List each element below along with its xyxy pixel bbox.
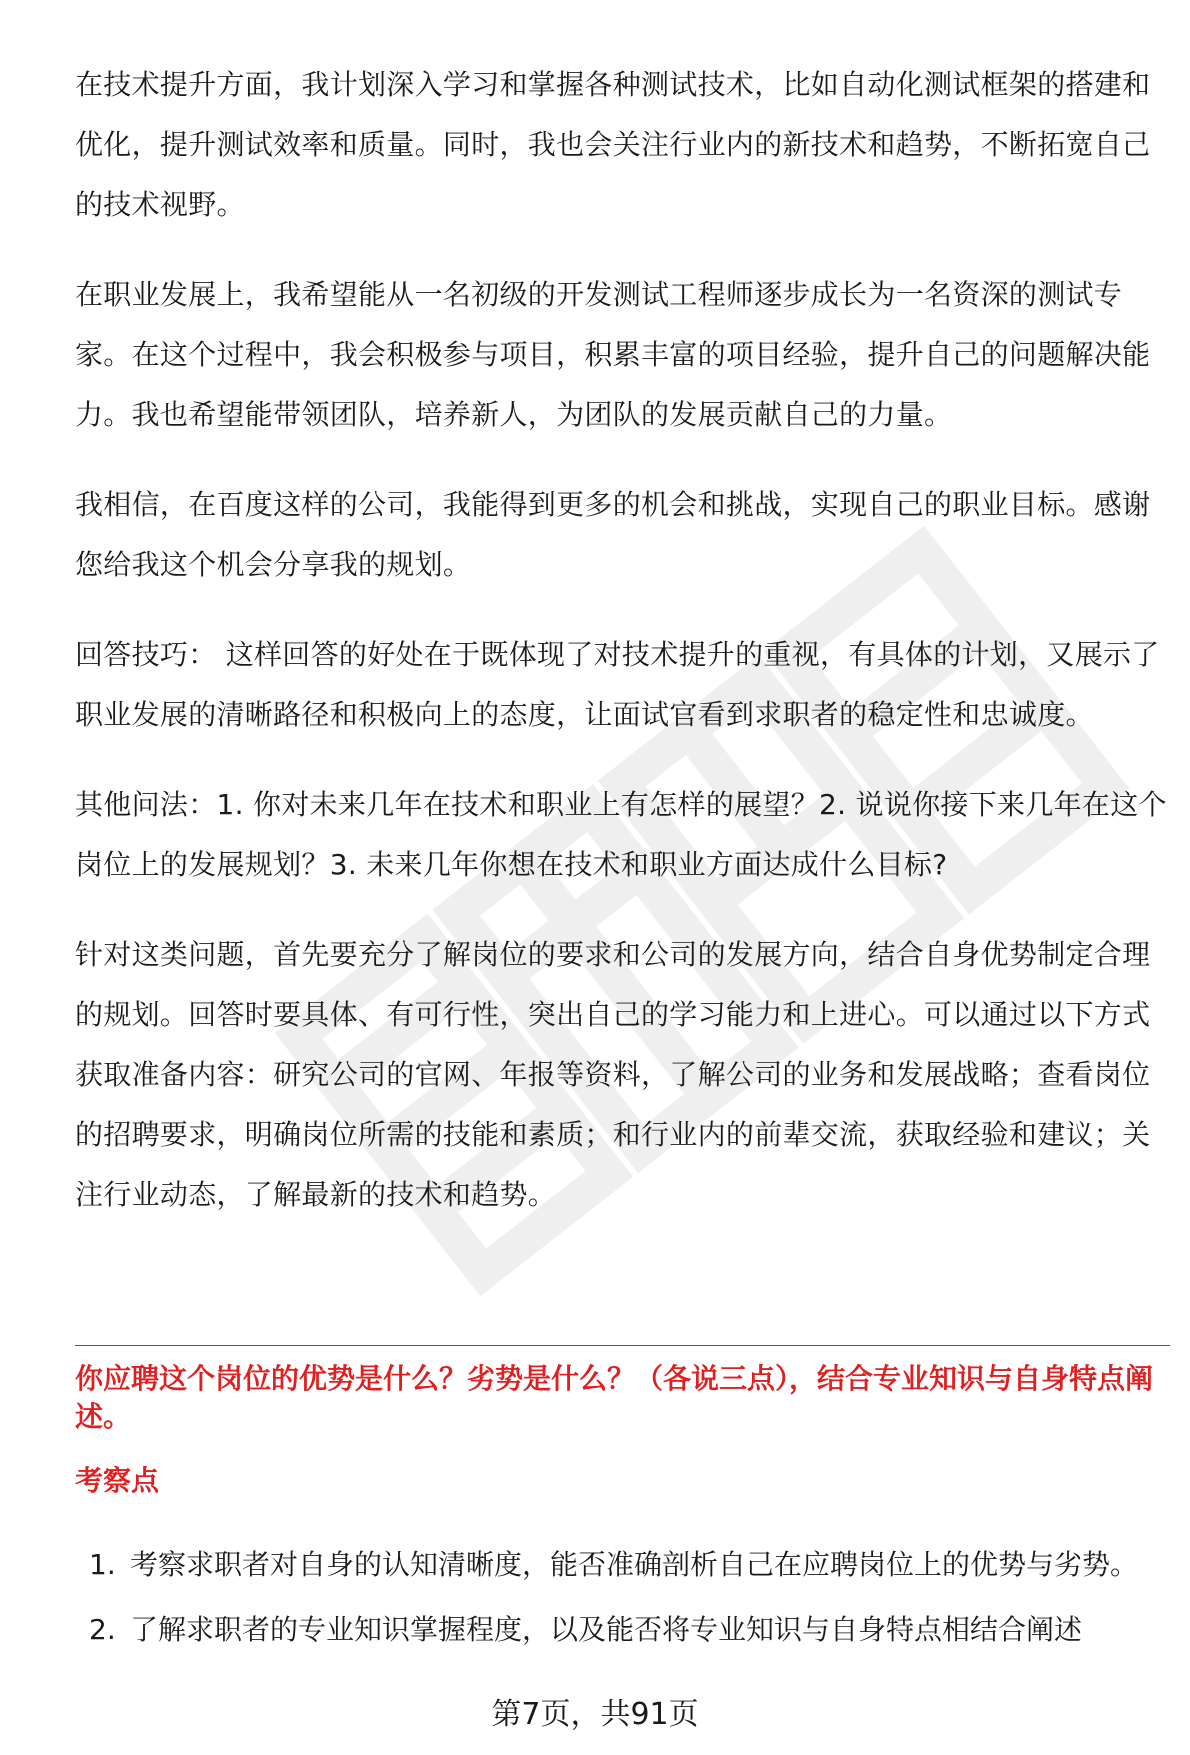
paragraph-preparation-advice: 针对这类问题，首先要充分了解岗位的要求和公司的发展方向，结合自身优势制定合理的规划。回答时要具体、有可行性，突出自己的学习能力和上进心。可以通过以下方式获取准备内容：研究公司的官网、年报等资料，了解公司的业务和发展战略；查看岗位的招聘要求，明确岗位所需的技能和素质；和行业内的前辈交流，获取经验和建议；关注行业动态，了解最新的技术和趋势。	[75, 938, 1151, 1211]
list-item	[75, 1600, 1170, 1660]
document-body	[75, 55, 1170, 1255]
question-heading: 你应聘这个岗位的优势是什么？劣势是什么？（各说三点），结合专业知识与自身特点阐述。	[75, 1362, 1154, 1433]
paragraph-closing: 我相信，在百度这样的公司，我能得到更多的机会和挑战，实现自己的职业目标。感谢您给我这个机会分享我的规划。	[75, 488, 1151, 581]
section-divider	[75, 1345, 1170, 1346]
list-item-number: 2.	[89, 1613, 116, 1646]
paragraph-career-development: 在职业发展上，我希望能从一名初级的开发测试工程师逐步成长为一名资深的测试专家。在这个过程中，我会积极参与项目，积累丰富的项目经验，提升自己的问题解决能力。我也希望能带领团队，培养新人，为团队的发展贡献自己的力量。	[75, 278, 1151, 431]
list-item-text: 考察求职者对自身的认知清晰度，能否准确剖析自己在应聘岗位上的优势与劣势。	[130, 1548, 1139, 1581]
page-number-footer: 第7页，共91页	[491, 1697, 699, 1732]
paragraph-answer-tips: 回答技巧： 这样回答的好处在于既体现了对技术提升的重视，有具体的计划，又展示了职业发展的清晰路径和积极向上的态度，让面试官看到求职者的稳定性和忠诚度。	[75, 638, 1160, 731]
list-item	[75, 1535, 1170, 1595]
section-title-assessment-points: 考察点	[75, 1464, 160, 1497]
paragraph-tech-growth: 在技术提升方面，我计划深入学习和掌握各种测试技术，比如自动化测试框架的搭建和优化，提升测试效率和质量。同时，我也会关注行业内的新技术和趋势，不断拓宽自己的技术视野。	[75, 68, 1151, 221]
list-item-text: 了解求职者的专业知识掌握程度，以及能否将专业知识与自身特点相结合阐述	[130, 1613, 1083, 1646]
assessment-points-list	[75, 1535, 1170, 1665]
list-item-number: 1.	[89, 1548, 116, 1581]
paragraph-other-phrasings: 其他问法：1. 你对未来几年在技术和职业上有怎样的展望？2. 说说你接下来几年在这个岗位上的发展规划？3. 未来几年你想在技术和职业方面达成什么目标?	[75, 788, 1167, 881]
